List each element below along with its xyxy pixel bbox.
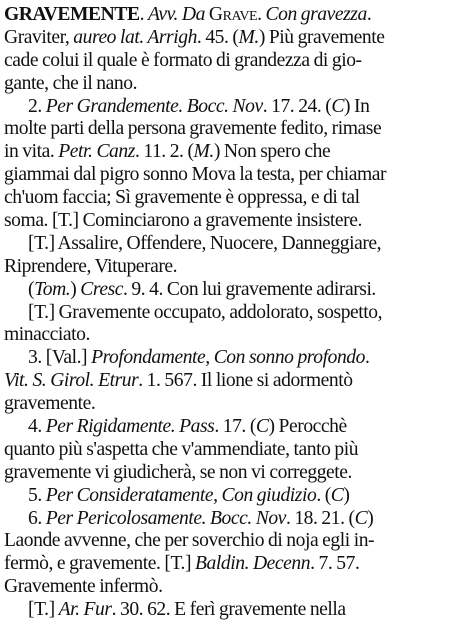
text-run: [T.] Gravemente occupato, addolorato, sospetto,: [28, 301, 383, 323]
text-run: giammai dal pigro sonno Mova la testa, per chiamar: [4, 164, 387, 186]
text-run: . 1. 567. Il lione si adormentò: [138, 370, 353, 392]
text-run: ): [343, 484, 350, 506]
text-run: M.: [193, 141, 214, 163]
text-run: soma. [T.] Cominciarono a gravemente insistere.: [4, 210, 362, 232]
text-run: minacciato.: [4, 324, 90, 346]
text-run: ): [367, 507, 374, 529]
text-run: C: [331, 95, 344, 117]
entry-line: [4, 118, 466, 141]
text-run: gravemente.: [4, 393, 96, 415]
sense-2-line: [4, 96, 466, 119]
text-run: (: [28, 278, 35, 300]
text-run: Con gravezza: [265, 4, 367, 25]
entry-line: [4, 279, 466, 302]
entry-line: [4, 462, 466, 485]
text-run: . (: [316, 484, 331, 506]
text-run: . 45. (: [196, 26, 239, 48]
text-run: Graviter,: [4, 26, 74, 48]
entry-line: [4, 187, 466, 210]
text-run: ) Più gravemente: [258, 26, 385, 48]
text-run: . 7. 57.: [310, 553, 360, 575]
text-run: . 30. 62. E ferì gravemente nella: [111, 599, 346, 621]
text-run: Per Consideratamente, Con giudizio: [45, 484, 317, 506]
text-run: ): [70, 278, 81, 300]
text-run: C: [330, 484, 344, 506]
text-run: .: [257, 4, 266, 25]
text-run: fermò, e gravemente. [T.]: [4, 553, 196, 575]
text-run: aureo lat. Arrigh: [73, 26, 197, 48]
entry-line: [4, 530, 466, 553]
text-run: Baldin. Decenn: [195, 553, 311, 575]
entry-line: [4, 256, 466, 279]
text-run: ) Perocchè: [268, 416, 347, 438]
text-run: M.: [238, 26, 259, 48]
sense-5-line: [4, 485, 466, 508]
text-run: Riprendere, Vituperare.: [4, 255, 178, 277]
text-run: .: [364, 347, 370, 369]
entry-line: [4, 553, 466, 576]
sense-number: 2.: [28, 95, 46, 117]
entry-line: [4, 233, 466, 256]
text-run: cade colui il quale è formato di grandezza di gio-: [4, 49, 362, 71]
sense-6-line: [4, 508, 466, 531]
entry-line: [4, 576, 466, 599]
text-run: Gravemente infermò.: [4, 576, 163, 598]
text-run: Avv. Da: [148, 4, 209, 25]
text-run: ) In: [343, 95, 370, 117]
text-run: gante, che il nano.: [4, 72, 138, 94]
text-run: in vita.: [4, 141, 59, 163]
sense-number: 6.: [28, 507, 46, 529]
text-run: gravemente vi giudicherà, se non vi correggete.: [4, 461, 352, 483]
entry-line: [4, 439, 466, 462]
text-run: quanto più s'aspetta che v'ammendiate, tanto più: [4, 438, 359, 460]
text-run: Ar. Fur: [58, 599, 112, 621]
text-run: [T.] Assalire, Offendere, Nuocere, Danneggiare,: [28, 232, 382, 254]
text-run: Per Grandemente. Bocc. Nov: [45, 95, 263, 117]
entry-headword-line: [4, 4, 466, 27]
entry-line: [4, 302, 466, 325]
text-run: . 11. 2. (: [134, 141, 194, 163]
text-run: molte parti della persona gravemente fedito, rimase: [4, 118, 382, 140]
text-run: Petr. Canz: [58, 141, 135, 163]
entry-line: [4, 141, 466, 164]
text-run: .: [366, 4, 372, 25]
text-run: Grave: [208, 4, 258, 25]
entry-line: [4, 370, 466, 393]
text-run: [T.]: [28, 599, 59, 621]
text-run: . 17. 24. (: [262, 95, 332, 117]
sense-4-line: [4, 416, 466, 439]
entry-line: [4, 73, 466, 96]
headword: GRAVEMENTE: [4, 4, 140, 25]
entry-line: [4, 164, 466, 187]
entry-line: [4, 27, 466, 50]
sense-number: 4.: [28, 416, 46, 438]
text-run: C: [354, 507, 368, 529]
text-run: .: [139, 4, 148, 25]
sense-number: 5.: [28, 484, 46, 506]
text-run: Vit. S. Girol. Etrur: [4, 370, 139, 392]
text-run: . 18. 21. (: [285, 507, 355, 529]
text-run: Laonde avvenne, che per soverchio di noja egli in-: [4, 530, 375, 552]
entry-line: [4, 50, 466, 73]
text-run: Per Rigidamente. Pass: [45, 416, 215, 438]
text-run: . 17. (: [214, 416, 256, 438]
sense-number: 3. [Val.]: [28, 347, 92, 369]
entry-line: [4, 393, 466, 416]
text-run: C: [255, 416, 269, 438]
dictionary-entry: [4, 4, 466, 622]
text-run: ) Non spero che: [213, 141, 331, 163]
text-run: Tom.: [34, 278, 71, 300]
text-run: ch'uom faccia; Sì gravemente è oppressa, e di tal: [4, 187, 360, 209]
text-run: . 9. 4. Con lui gravemente adirarsi.: [123, 278, 376, 300]
entry-line: [4, 599, 466, 622]
text-run: Profondamente, Con sonno profondo: [91, 347, 365, 369]
entry-line: [4, 210, 466, 233]
text-run: Per Pericolosamente. Bocc. Nov: [45, 507, 286, 529]
text-run: Cresc: [80, 278, 124, 300]
sense-3-line: [4, 347, 466, 370]
entry-line: [4, 324, 466, 347]
